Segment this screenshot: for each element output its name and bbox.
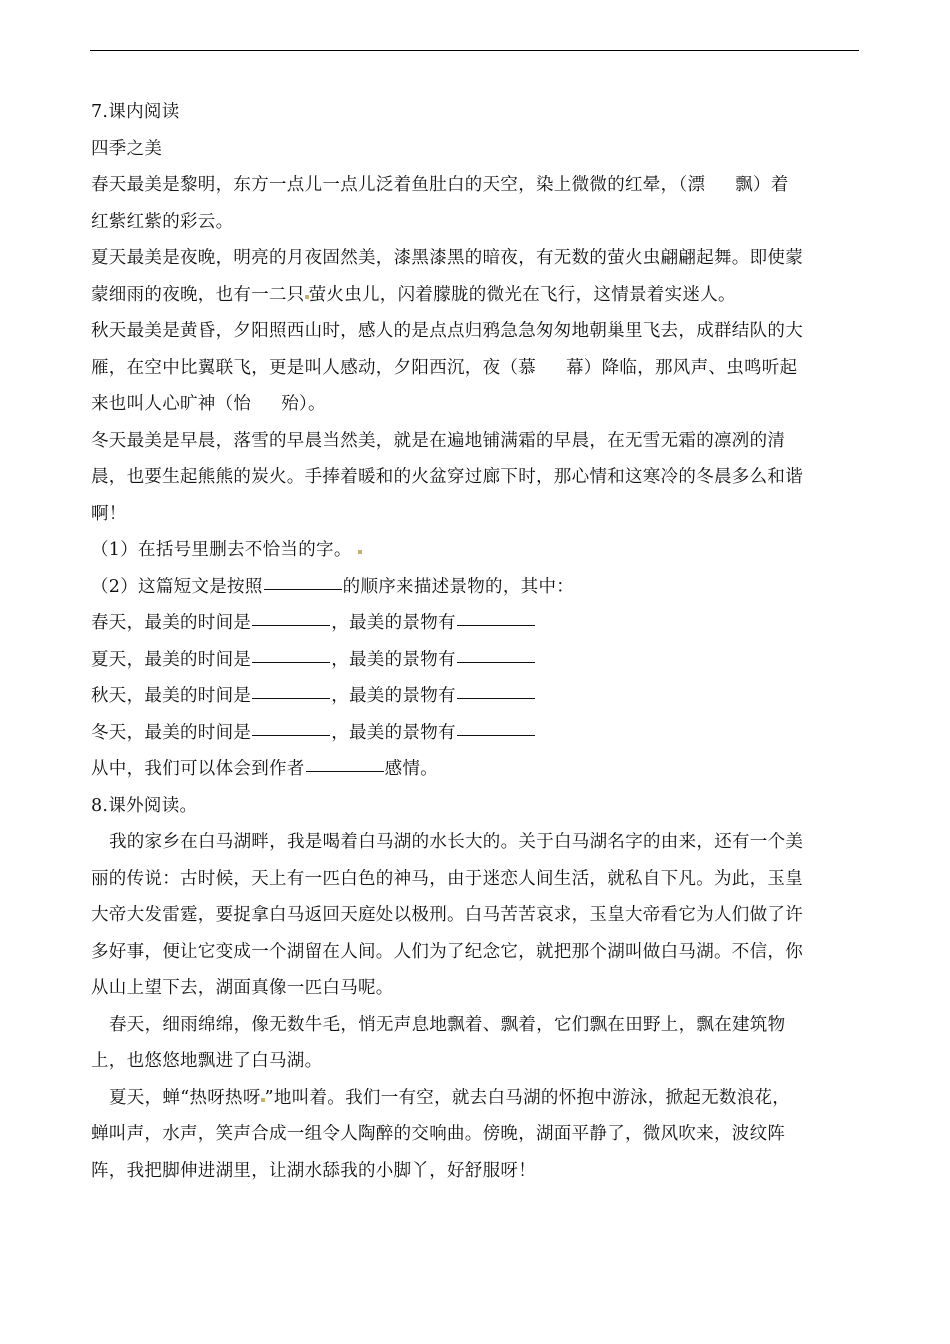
answer-blank[interactable] (252, 624, 330, 626)
answer-blank[interactable] (264, 588, 342, 590)
sub-question-2: （2）这篇短文是按照 的顺序来描述景物的，其中： (91, 576, 575, 597)
answer-blank[interactable] (252, 734, 330, 736)
autumn-line-3: 来也叫人心旷神（怡 殆）。 (91, 394, 326, 414)
answer-blank[interactable] (457, 624, 535, 626)
sub-question-1: （1）在括号里删去不恰当的字。 (91, 532, 861, 569)
summer-line-1: 夏天最美是夜晚，明亮的月夜固然美，漆黑漆黑的暗夜，有无数的萤火虫翩翩起舞。即使蒙 (91, 248, 803, 268)
answer-blank[interactable] (457, 661, 535, 663)
spring-line-2: 红紫红紫的彩云。 (91, 211, 234, 232)
answer-row-autumn: 秋天，最美的时间是 ，最美的景物有 (91, 678, 861, 715)
paragraph-1-line-5: 从山上望下去，湖面真像一匹白马呢。 (91, 978, 394, 998)
answer-blank[interactable] (306, 770, 384, 772)
q8-heading: 8.课外阅读。 (91, 795, 198, 816)
answer-row-summer: 夏天，最美的时间是 ，最美的景物有 (91, 642, 861, 679)
answer-blank[interactable] (252, 661, 330, 663)
paragraph-1-line-4: 多好事，便让它变成一个湖留在人间。人们为了纪念它，就把那个湖叫做白马湖。不信，你 (91, 941, 803, 962)
answer-row-winter: 冬天，最美的时间是 ，最美的景物有 (91, 715, 861, 752)
answer-blank[interactable] (457, 734, 535, 736)
answer-blank[interactable] (252, 697, 330, 699)
stray-mark (358, 550, 362, 554)
paragraph-2-line-2: 上，也悠悠地飘进了白马湖。 (91, 1051, 323, 1071)
q7-title: 四季之美 (91, 138, 163, 159)
q7-heading: 7.课内阅读 (91, 102, 180, 122)
summer-line-2: 蒙细雨的夜晚，也有一二只 萤火虫儿，闪着朦胧的微光在飞行，这情景着实迷人。 (91, 284, 736, 305)
paragraph-1-line-1: 我的家乡在白马湖畔，我是喝着白马湖的水长大的。关于白马湖名字的由来，还有一个美 (109, 832, 804, 852)
winter-line-3: 啊！ (91, 503, 127, 524)
paragraph-2-line-1: 春天，细雨绵绵，像无数牛毛，悄无声息地飘着、飘着，它们飘在田野上，飘在建筑物 (109, 1014, 786, 1035)
answer-row-spring: 春天，最美的时间是 ，最美的景物有 (91, 605, 861, 642)
spring-line-1: 春天最美是黎明，东方一点儿一点儿泛着鱼肚白的天空，染上微微的红晕，（漂 飘）着 (91, 175, 789, 195)
header-rule (90, 50, 859, 51)
paragraph-1-line-3: 大帝大发雷霆，要捉拿白马返回天庭处以极刑。白马苦苦哀求，玉皇大帝看它为人们做了许 (91, 905, 803, 925)
paragraph-3-line-3: 阵，我把脚伸进湖里，让湖水舔我的小脚丫，好舒服呀！ (91, 1160, 536, 1181)
winter-line-2: 晨，也要生起熊熊的炭火。手捧着暖和的火盆穿过廊下时，那心情和这寒冷的冬晨多么和谐 (91, 467, 803, 487)
autumn-line-1: 秋天最美是黄昏，夕阳照西山时，感人的是点点归鸦急急匆匆地朝巢里飞去，成群结队的大 (91, 321, 803, 341)
author-feeling-row: 从中，我们可以体会到作者 感情。 (91, 759, 439, 779)
paragraph-1-line-2: 丽的传说：古时候，天上有一匹白色的神马，由于迷恋人间生活，就私自下凡。为此，玉皇 (91, 868, 803, 889)
paragraph-3-line-1: 夏天，蝉“热呀热呀 ”地叫着。我们一有空，就去白马湖的怀抱中游泳，掀起无数浪花， (109, 1087, 791, 1108)
autumn-line-2: 雁，在空中比翼联飞，更是叫人感动，夕阳西沉，夜（慕 幕）降临，那风声、虫鸣听起 (91, 357, 798, 378)
paragraph-3-line-2: 蝉叫声，水声，笑声合成一组令人陶醉的交响曲。傍晚，湖面平静了，微风吹来，波纹阵 (91, 1124, 786, 1144)
answer-blank[interactable] (457, 697, 535, 699)
winter-line-1: 冬天最美是早晨，落雪的早晨当然美，就是在遍地铺满霜的早晨，在无雪无霜的凛冽的清 (91, 430, 786, 451)
document-body (91, 94, 861, 1189)
